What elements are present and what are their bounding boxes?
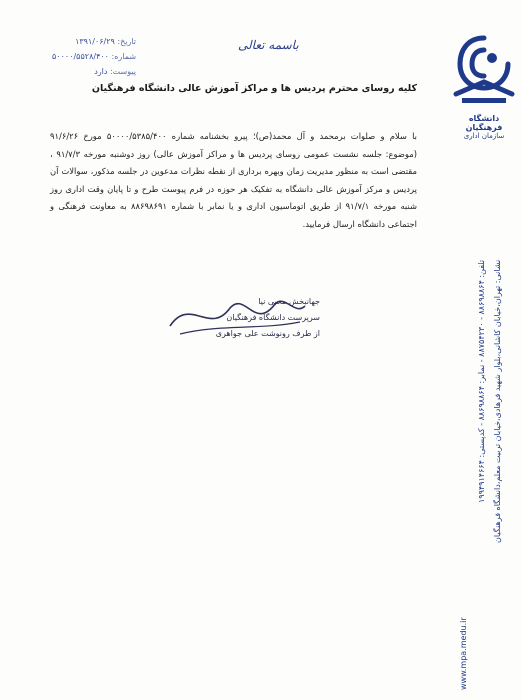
letter-meta bbox=[52, 34, 136, 79]
bism-heading: باسمه تعالی bbox=[238, 38, 299, 52]
signature-block bbox=[170, 294, 320, 342]
signer-name: جهانبخش محبی نیا bbox=[258, 297, 320, 306]
footer-website[interactable]: www.mpa.medu.ir bbox=[459, 617, 468, 690]
attachment-value: دارد bbox=[94, 67, 108, 76]
number-row bbox=[52, 49, 136, 64]
date-label: تاریخ: bbox=[117, 37, 137, 46]
attachment-row bbox=[52, 64, 136, 79]
logo-caption-sub: سازمان اداری bbox=[463, 132, 505, 140]
attachment-label: پیوست: bbox=[109, 67, 137, 76]
number-value: ۵۰۰۰۰/۵۵۲۸/۴۰۰ bbox=[52, 52, 109, 61]
addressee-line: کلیه روسای محترم پردیس ها و مراکز آموزش عالی دانشگاه فرهنگیان bbox=[91, 83, 417, 94]
date-value: ۱۳۹۱/۰۶/۲۹ bbox=[75, 37, 115, 46]
signer-delegate: از طرف رونوشت علی جواهری bbox=[215, 329, 320, 338]
date-row bbox=[52, 34, 136, 49]
footer-phone: تلفن: ۸۸۶۹۸۸۶۴ - ۸۸۷۵۴۲۳۰ - نمابر: ۸۸۶۹۸۸۶۴ - کدپستی: ۱۹۹۴۹۱۴۶۶۴ bbox=[477, 260, 486, 504]
letter-body bbox=[50, 128, 417, 233]
logo-caption-name: دانشگاه فرهنگیان bbox=[465, 114, 503, 132]
university-logo bbox=[448, 28, 520, 118]
footer-contact bbox=[453, 260, 513, 690]
body-paragraph: با سلام و صلوات برمحمد و آل محمد(ص)؛ پیرو بخشنامه شماره ۵۰۰۰۰/۵۳۸۵/۴۰۰ مورخ ۹۱/۶/۲۶ (موضوع: جلسه نشست عمومی روسای پردیس ها و مراکز آموزش عالی) روز دوشنبه مورخه ۹۱/۷/۳ ، مقتضی است به منظور مدیریت زمان وبهره برداری از نقطه نظرات مدعوین در جلسه مذکور، سوالات آن پردیس و مرکز آموزش عالی دانشگاه به تفکیک هر حوزه در فرم پیوست طرح و تا پایان وقت اداری روز شنبه مورخه ۹۱/۷/۱ از طریق اتوماسیون اداری و یا نمابر با شماره ۸۸۶۹۸۶۹۱ به معاونت فرهنگی و اجتماعی دانشگاه ارسال فرمایید. bbox=[50, 131, 418, 229]
footer-address: نشانی: تهران،خیابان کاشانی،بلوار شهید فرهادی،خیابان تربیت معلم،دانشگاه فرهنگیان bbox=[493, 260, 502, 544]
logo-caption bbox=[452, 114, 516, 141]
number-label: شماره: bbox=[111, 52, 137, 61]
signer-title: سرپرست دانشگاه فرهنگیان bbox=[226, 313, 320, 322]
